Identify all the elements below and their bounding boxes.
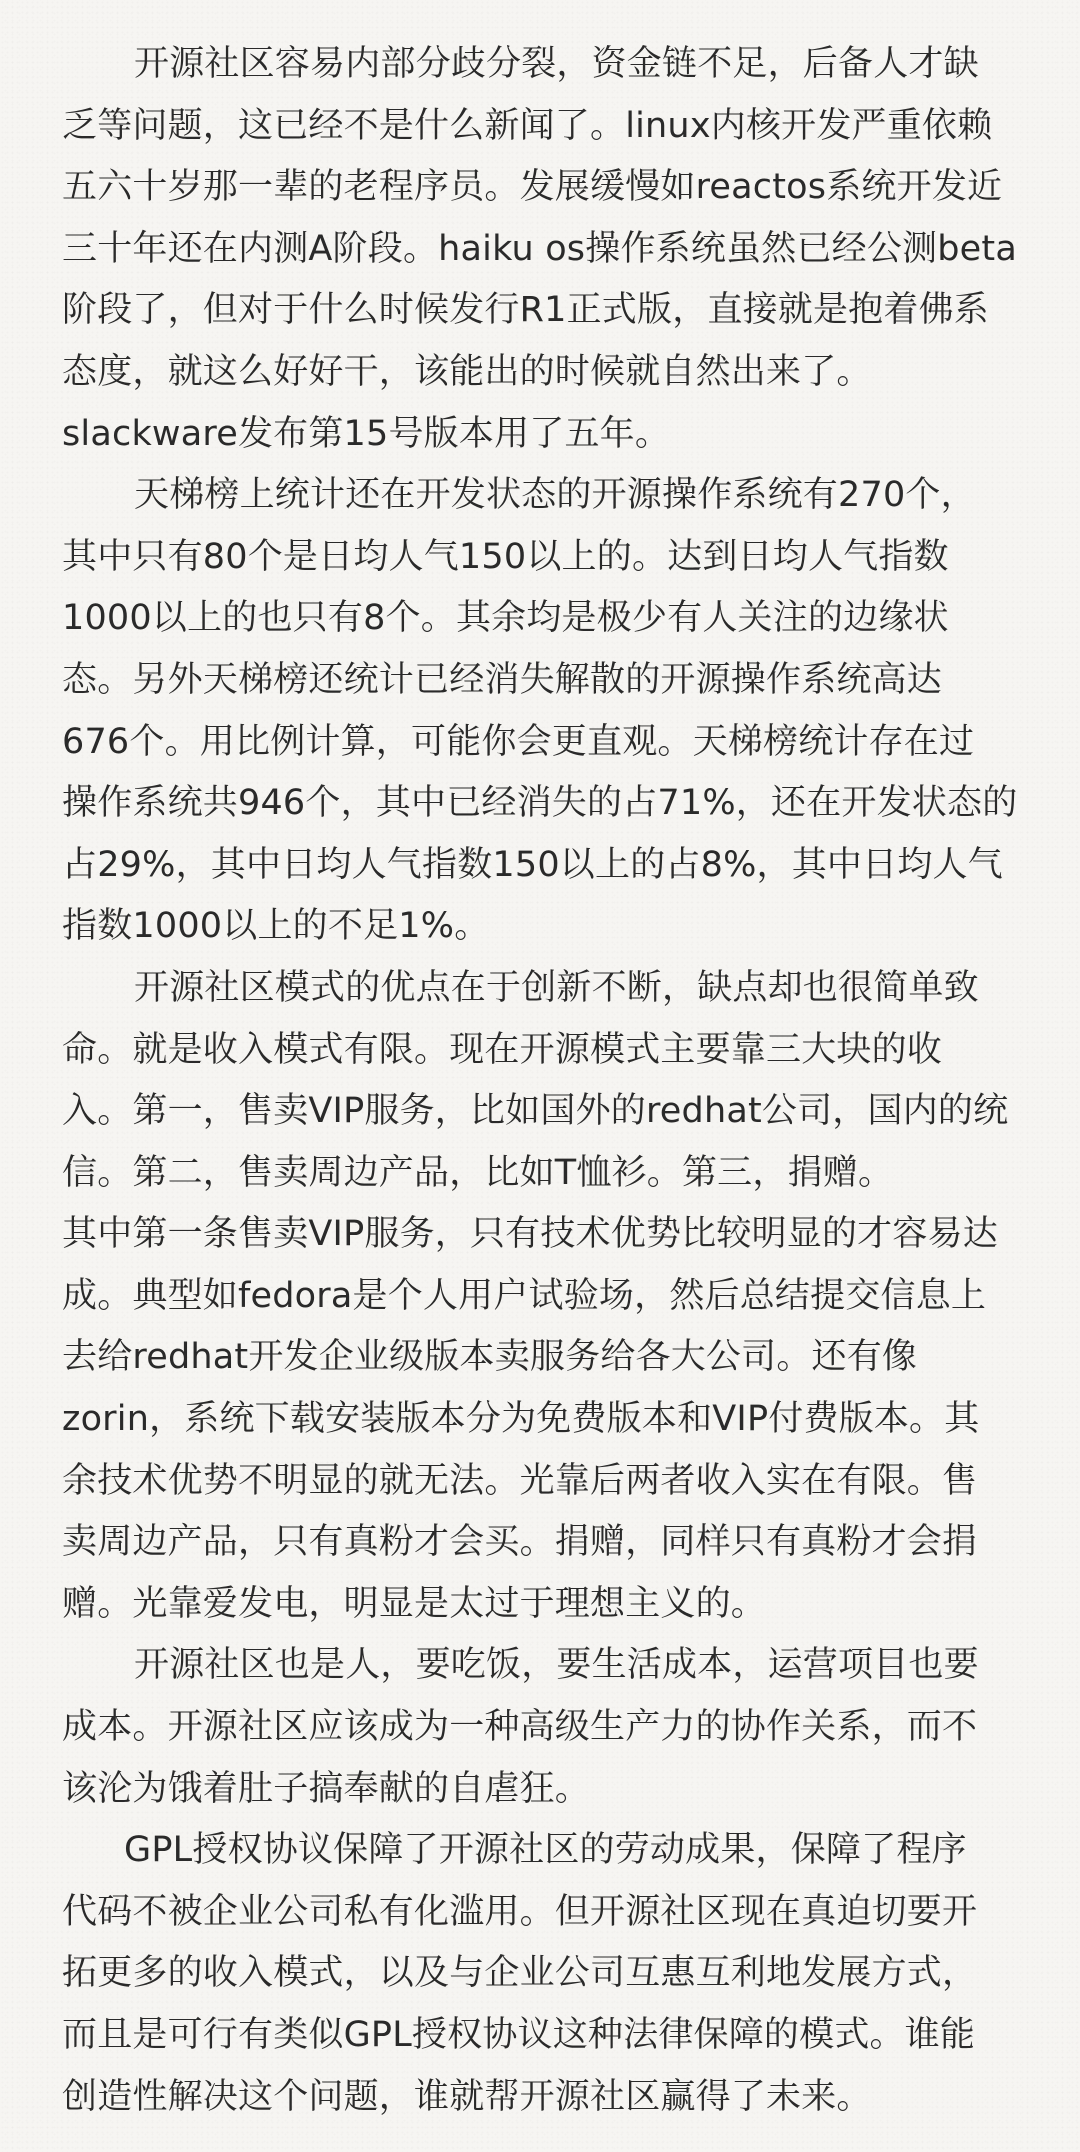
text-line: 成。典型如fedora是个人用户试验场，然后总结提交信息上 <box>62 1275 987 1316</box>
text-line: zorin，系统下载安装版本分为免费版本和VIP付费版本。其 <box>62 1399 980 1440</box>
text-line: 拓更多的收入模式，以及与企业公司互惠互利地发展方式， <box>62 1953 978 1994</box>
text-line: 开源社区容易内部分歧分裂，资金链不足，后备人才缺 <box>134 44 979 84</box>
text-line: GPL授权协议保障了开源社区的劳动成果，保障了程序 <box>124 1830 967 1871</box>
text-line: 操作系统共946个，其中已经消失的占71%，还在开发状态的 <box>62 783 1018 824</box>
text-line: 开源社区也是人，要吃饭，要生活成本，运营项目也要 <box>134 1645 979 1686</box>
paragraph-1 <box>62 34 1022 465</box>
text-line: 乏等问题，这已经不是什么新闻了。linux内核开发严重依赖 <box>62 105 993 146</box>
text-line: 态。另外天梯榜还统计已经消失解散的开源操作系统高达 <box>62 659 943 700</box>
text-line: 天梯榜上统计还在开发状态的开源操作系统有270个， <box>134 475 976 516</box>
text-line: 卖周边产品，只有真粉才会买。捐赠，同样只有真粉才会捐 <box>62 1522 978 1563</box>
text-line: 三十年还在内测A阶段。haiku os操作系统虽然已经公测beta <box>62 228 1017 269</box>
text-line: 去给redhat开发企业级版本卖服务给各大公司。还有像 <box>62 1337 918 1378</box>
text-line: 其中只有80个是日均人气150以上的。达到日均人气指数 <box>62 536 949 577</box>
text-line: 指数1000以上的不足1%。 <box>62 906 490 947</box>
text-line: 态度，就这么好好干，该能出的时候就自然出来了。 <box>62 351 872 392</box>
text-line: 开源社区模式的优点在于创新不断，缺点却也很简单致 <box>134 967 979 1008</box>
paragraph-4 <box>62 1635 1022 1820</box>
text-line: 1000以上的也只有8个。其余均是极少有人关注的边缘状 <box>62 598 949 639</box>
text-line: 而且是可行有类似GPL授权协议这种法律保障的模式。谁能 <box>62 2015 976 2055</box>
text-line: slackware发布第15号版本用了五年。 <box>62 413 671 454</box>
text-line: 代码不被企业公司私有化滥用。但开源社区现在真迫切要开 <box>62 1891 978 1932</box>
text-line: 信。第二，售卖周边产品，比如T恤衫。第三，捐赠。 <box>62 1152 894 1193</box>
text-line: 命。就是收入模式有限。现在开源模式主要靠三大块的收 <box>62 1029 943 1070</box>
paragraph-2 <box>62 465 1022 958</box>
text-line: 占29%，其中日均人气指数150以上的占8%，其中日均人气 <box>62 844 1003 885</box>
text-line: 入。第一，售卖VIP服务，比如国外的redhat公司，国内的统 <box>62 1091 1009 1132</box>
text-line: 成本。开源社区应该成为一种高级生产力的协作关系，而不 <box>62 1707 978 1748</box>
text-line: 赠。光靠爱发电，明显是太过于理想主义的。 <box>62 1583 767 1624</box>
paragraph-3 <box>62 958 1022 1636</box>
text-line: 其中第一条售卖VIP服务，只有技术优势比较明显的才容易达 <box>62 1214 998 1255</box>
paragraph-5 <box>62 1820 1022 2128</box>
text-line: 创造性解决这个问题，谁就帮开源社区赢得了未来。 <box>62 2076 872 2117</box>
text-line: 阶段了，但对于什么时候发行R1正式版，直接就是抱着佛系 <box>62 290 989 331</box>
text-line: 五六十岁那一辈的老程序员。发展缓慢如reactos系统开发近 <box>62 167 1003 208</box>
text-line: 余技术优势不明显的就无法。光靠后两者收入实在有限。售 <box>62 1460 978 1501</box>
text-line: 676个。用比例计算，可能你会更直观。天梯榜统计存在过 <box>62 721 975 762</box>
text-line: 该沦为饿着肚子搞奉献的自虐狂。 <box>62 1768 591 1809</box>
